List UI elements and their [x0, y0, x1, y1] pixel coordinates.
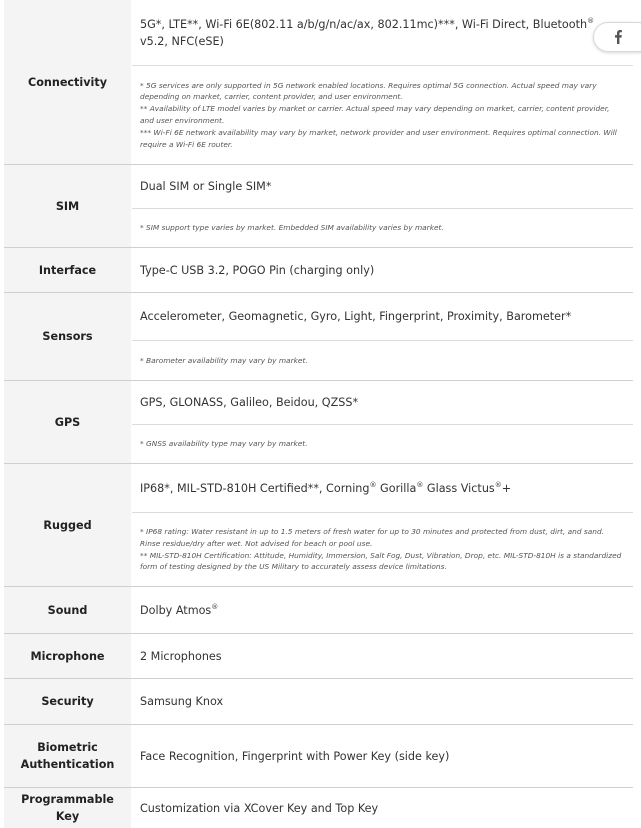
spec-label: Biometric Authentication	[4, 725, 131, 787]
spec-value-cell	[132, 381, 633, 463]
spec-label: GPS	[4, 381, 131, 463]
spec-value-cell	[132, 587, 633, 633]
spec-row-gps	[4, 381, 633, 464]
spec-row-security	[4, 679, 633, 725]
spec-label: Programmable Key	[4, 788, 131, 828]
footnote-text: * 5G services are only supported in 5G network enabled locations. Requires optimal 5G connection. Actual speed may vary depending on market, carrier, content provider, and user environment.	[140, 80, 597, 102]
footnote-text: * IP68 rating: Water resistant in up to 1.5 meters of fresh water for up to 30 minutes and protected from dust, dirt, and sand. Rinse residue/dry after wet. Not advised for beach or pool use.	[140, 526, 604, 548]
registered-mark: ®	[587, 17, 595, 25]
spec-value-cell	[132, 725, 633, 787]
spec-footnote	[132, 340, 633, 380]
spec-value-cell	[132, 788, 633, 828]
facebook-share-button[interactable]	[593, 22, 641, 52]
spec-value: Dual SIM or Single SIM*	[140, 180, 272, 193]
spec-label: Connectivity	[4, 0, 131, 164]
spec-value	[132, 587, 633, 633]
spec-row-connectivity	[4, 0, 633, 165]
spec-value-cell	[132, 165, 633, 247]
spec-value-cell	[132, 0, 633, 164]
footnote-text: * GNSS availability type may vary by market.	[140, 439, 308, 449]
spec-value	[132, 0, 633, 65]
spec-value: Accelerometer, Geomagnetic, Gyro, Light, Fingerprint, Proximity, Barometer*	[140, 310, 572, 323]
spec-value: Type-C USB 3.2, POGO Pin (charging only)	[140, 263, 375, 277]
spec-value: GPS, GLONASS, Galileo, Beidou, QZSS*	[140, 396, 359, 409]
spec-value-cell	[132, 679, 633, 724]
spec-footnote	[132, 208, 633, 247]
spec-value: Customization via XCover Key and Top Key	[140, 801, 379, 815]
spec-label: Rugged	[4, 464, 131, 586]
spec-value-text: Glass Victus	[423, 481, 495, 495]
spec-footnote	[132, 65, 633, 164]
spec-value-text: IP68*, MIL-STD-810H Certified**, Corning	[140, 481, 370, 495]
spec-value: Face Recognition, Fingerprint with Power Key (side key)	[140, 749, 450, 763]
facebook-icon	[612, 30, 624, 44]
registered-mark: ®	[211, 602, 219, 611]
footnote-text: * Barometer availability may vary by market.	[140, 355, 308, 365]
spec-label: Security	[4, 679, 131, 724]
spec-value-cell	[132, 634, 633, 678]
spec-row-biometric	[4, 725, 633, 788]
spec-row-sim	[4, 165, 633, 248]
footnote-text: *** Wi-Fi 6E network availability may vary by market, network provider and user environment. Requires optimal connection. Will require a Wi-Fi 6E router.	[140, 127, 617, 149]
spec-row-sensors	[4, 293, 633, 381]
spec-label: Sensors	[4, 293, 131, 380]
spec-label: Sound	[4, 587, 131, 633]
spec-footnote	[132, 424, 633, 463]
spec-value-text: Gorilla	[376, 481, 417, 495]
registered-mark: ®	[416, 480, 424, 489]
registered-mark: ®	[494, 480, 502, 489]
spec-row-microphone	[4, 634, 633, 679]
spec-value-text: Dolby Atmos	[140, 603, 212, 617]
registered-mark: ®	[369, 480, 377, 489]
spec-row-interface	[4, 248, 633, 293]
footnote-text: ** Availability of LTE model varies by market or carrier. Actual speed may vary depending on market, carrier, content provider, and user environment.	[140, 104, 610, 125]
spec-footnote	[132, 512, 633, 586]
spec-value-cell	[132, 464, 633, 586]
spec-row-sound	[4, 587, 633, 634]
spec-value-text: v5.2, NFC(eSE)	[140, 35, 224, 48]
spec-label: Interface	[4, 248, 131, 292]
spec-value-cell	[132, 248, 633, 292]
spec-row-rugged	[4, 464, 633, 587]
spec-label: SIM	[4, 165, 131, 247]
spec-value-cell	[132, 293, 633, 380]
spec-label: Microphone	[4, 634, 131, 678]
spec-value-text: 5G*, LTE**, Wi-Fi 6E(802.11 a/b/g/n/ac/ax, 802.11mc)***, Wi-Fi Direct, Bluetooth	[140, 18, 588, 31]
spec-value: Samsung Knox	[140, 695, 224, 708]
spec-table	[4, 0, 633, 828]
spec-value: 2 Microphones	[140, 649, 222, 663]
spec-row-programmable-key	[4, 788, 633, 828]
spec-value-text: +	[501, 481, 512, 495]
footnote-text: ** MIL-STD-810H Certification: Attitude, Humidity, Immersion, Salt Fog, Dust, Vibration, Drop, etc. MIL-STD-810H is a standardized form of testing designed by the US Military to accurately assess device limitations.	[140, 550, 622, 572]
footnote-text: * SIM support type varies by market. Embedded SIM availability varies by market.	[140, 223, 444, 233]
spec-value	[132, 464, 633, 512]
